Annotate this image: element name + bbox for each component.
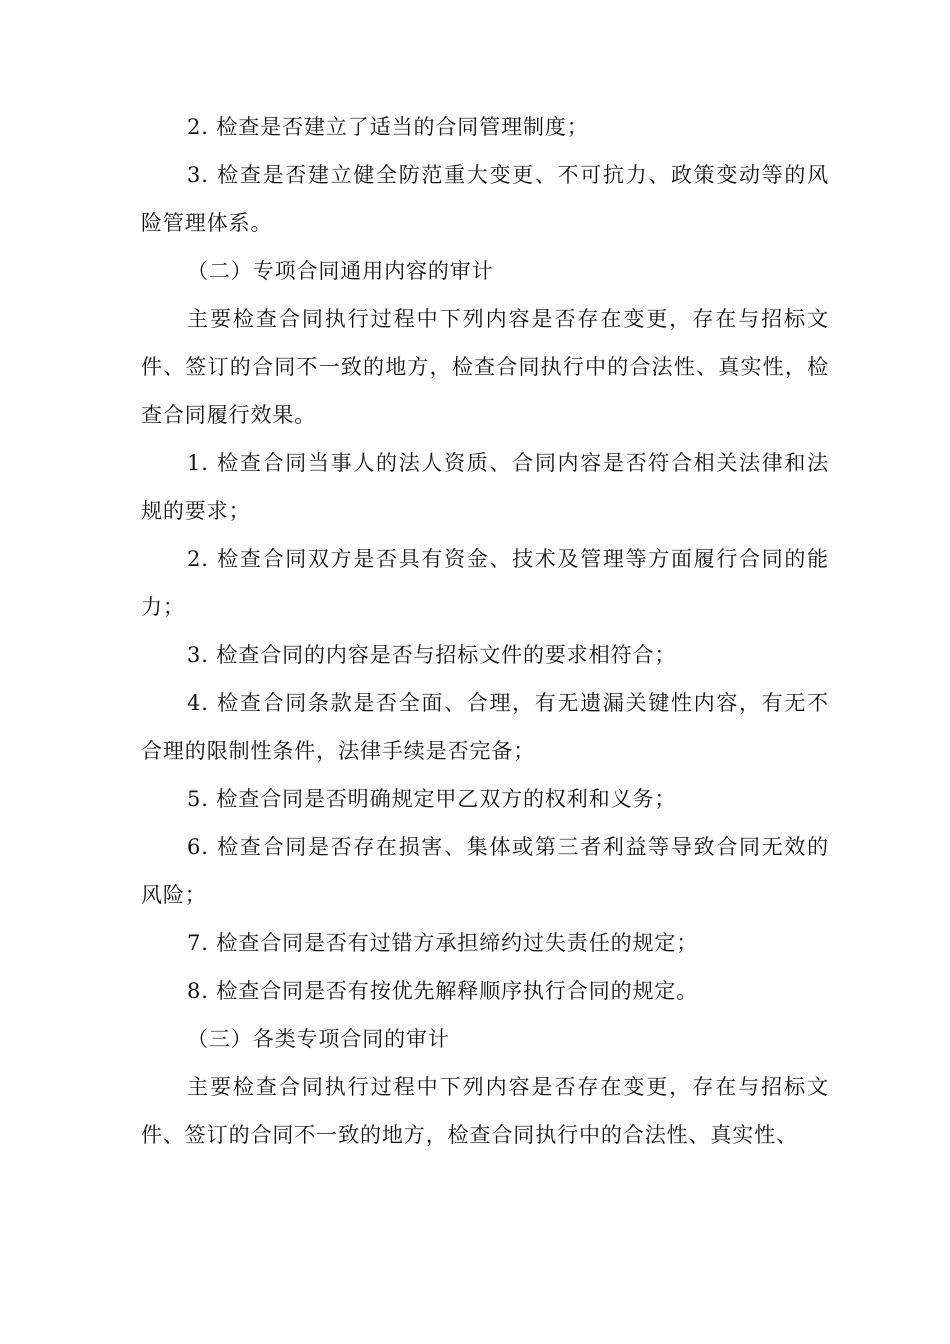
paragraph-specific-intro: 主要检查合同执行过程中下列内容是否存在变更，存在与招标文件、签订的合同不一致的地方，检查合同执行中的合法性、真实性、 — [141, 1075, 829, 1147]
paragraph-item-2-management-system: 2. 检查是否建立了适当的合同管理制度； — [187, 115, 589, 139]
paragraph-item-3-risk-system: 3. 检查是否建立健全防范重大变更、不可抗力、政策变动等的风险管理体系。 — [141, 163, 829, 235]
paragraph-item-8-interpretation: 8. 检查合同是否有按优先解释顺序执行合同的规定。 — [187, 979, 699, 1003]
document-page — [141, 103, 829, 1159]
paragraph-general-intro: 主要检查合同执行过程中下列内容是否存在变更，存在与招标文件、签订的合同不一致的地方，检查合同执行中的合法性、真实性，检查合同履行效果。 — [141, 307, 829, 427]
paragraph-item-2-capability: 2. 检查合同双方是否具有资金、技术及管理等方面履行合同的能力； — [141, 547, 829, 619]
paragraph-item-5-rights: 5. 检查合同是否明确规定甲乙双方的权利和义务； — [187, 787, 677, 811]
section-heading-specific-contract-audit: （三）各类专项合同的审计 — [187, 1027, 450, 1051]
paragraph-item-7-liability: 7. 检查合同是否有过错方承担缔约过失责任的规定； — [187, 931, 699, 955]
paragraph-item-4-clauses: 4. 检查合同条款是否全面、合理，有无遗漏关键性内容，有无不合理的限制性条件，法律手续是否完备； — [141, 691, 829, 763]
paragraph-item-1-qualification: 1. 检查合同当事人的法人资质、合同内容是否符合相关法律和法规的要求； — [141, 451, 829, 523]
paragraph-item-6-invalid-risk: 6. 检查合同是否存在损害、集体或第三者利益等导致合同无效的风险； — [141, 835, 829, 907]
paragraph-item-3-tender-match: 3. 检查合同的内容是否与招标文件的要求相符合； — [187, 643, 677, 667]
section-heading-general-contract-audit: （二）专项合同通用内容的审计 — [187, 259, 494, 283]
